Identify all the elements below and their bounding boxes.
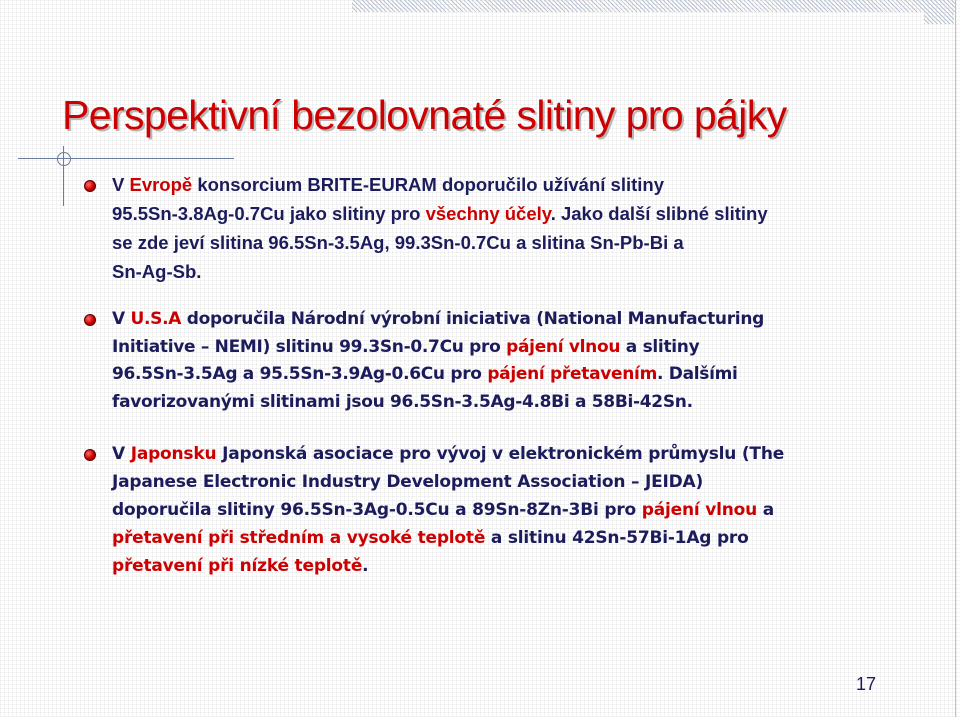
bullet-line [112,334,944,362]
bullet-text: V [112,309,131,329]
highlighted-text: pájení vlnou [506,336,621,357]
bullet-text: . Jako další slibné slitiny [550,203,768,224]
bullet-text: Sn-Ag-Sb. [112,261,202,282]
title-underline [18,158,234,159]
decorative-top-strip [352,0,956,12]
highlighted-text: přetavení při nízké teplotě [112,556,363,576]
bullet-line [112,468,944,496]
bullet-text: a slitiny [620,336,700,357]
bullet-text: Initiative – NEMI) slitinu 99.3Sn-0.7Cu pro [112,336,507,357]
bullet-text: Japonská asociace pro vývoj v elektronickém průmyslu (The [216,444,785,464]
bullet-line [112,361,944,389]
bullet-line [112,199,924,228]
bullet-text: konsorcium BRITE-EURAM doporučilo užívání slitiny [192,174,664,195]
bullet-item-europe [84,170,924,286]
bullet-line [112,552,944,580]
bullet-text: 95.5Sn-3.8Ag-0.7Cu jako slitiny pro [112,203,426,224]
bullet-line [112,440,944,468]
decorative-corner-strip [924,12,954,24]
highlighted-text: U.S.A [130,309,182,329]
bullet-text: doporučila Národní výrobní iniciativa (National Manufacturing [181,309,764,329]
slide-title: Perspektivní bezolovnaté slitiny pro pájky [62,92,787,138]
bullet-line [112,524,944,552]
highlighted-text: Evropě [129,174,193,195]
highlighted-text: všechny účely [425,203,551,224]
red-bullet-icon [84,449,96,461]
bullet-text: V [112,174,130,195]
bullet-text: Japanese Electronic Industry Development Association – JEIDA) [112,472,704,492]
bullet-text: . [362,556,369,576]
bullet-text: a slitinu 42Sn-57Bi-1Ag pro [485,528,749,548]
title-circle-ornament [57,152,71,166]
bullet-line [112,228,924,257]
bullet-text: favorizovanými slitinami jsou 96.5Sn-3.5Ag-4.8Bi a 58Bi-42Sn. [112,391,693,412]
bullet-text: doporučila slitiny 96.5Sn-3Ag-0.5Cu a 89Sn-8Zn-3Bi pro [112,500,642,520]
bullet-text: 96.5Sn-3.5Ag a 95.5Sn-3.9Ag-0.6Cu pro [112,364,488,384]
highlighted-text: přetavení při středním a vysoké teplotě [112,528,486,548]
bullet-line [112,257,924,286]
red-bullet-icon [84,180,96,192]
bullet-line [112,389,944,417]
bullet-text: V [112,444,131,464]
bullet-text: . Dalšími [657,364,738,384]
bullet-line [112,496,944,524]
bullet-item-usa [84,306,944,416]
decorative-right-rule [955,0,956,717]
highlighted-text: Japonsku [130,444,217,464]
page-number: 17 [856,674,877,694]
bullet-line [112,306,944,334]
bullet-line [112,170,924,199]
highlighted-text: pájení vlnou [641,500,757,520]
bullet-item-japan [84,440,944,580]
bullet-text: a [757,500,774,520]
highlighted-text: pájení přetavením [487,364,657,384]
red-bullet-icon [84,314,96,326]
bullet-text: se zde jeví slitina 96.5Sn-3.5Ag, 99.3Sn-0.7Cu a slitina Sn-Pb-Bi a [112,232,684,253]
